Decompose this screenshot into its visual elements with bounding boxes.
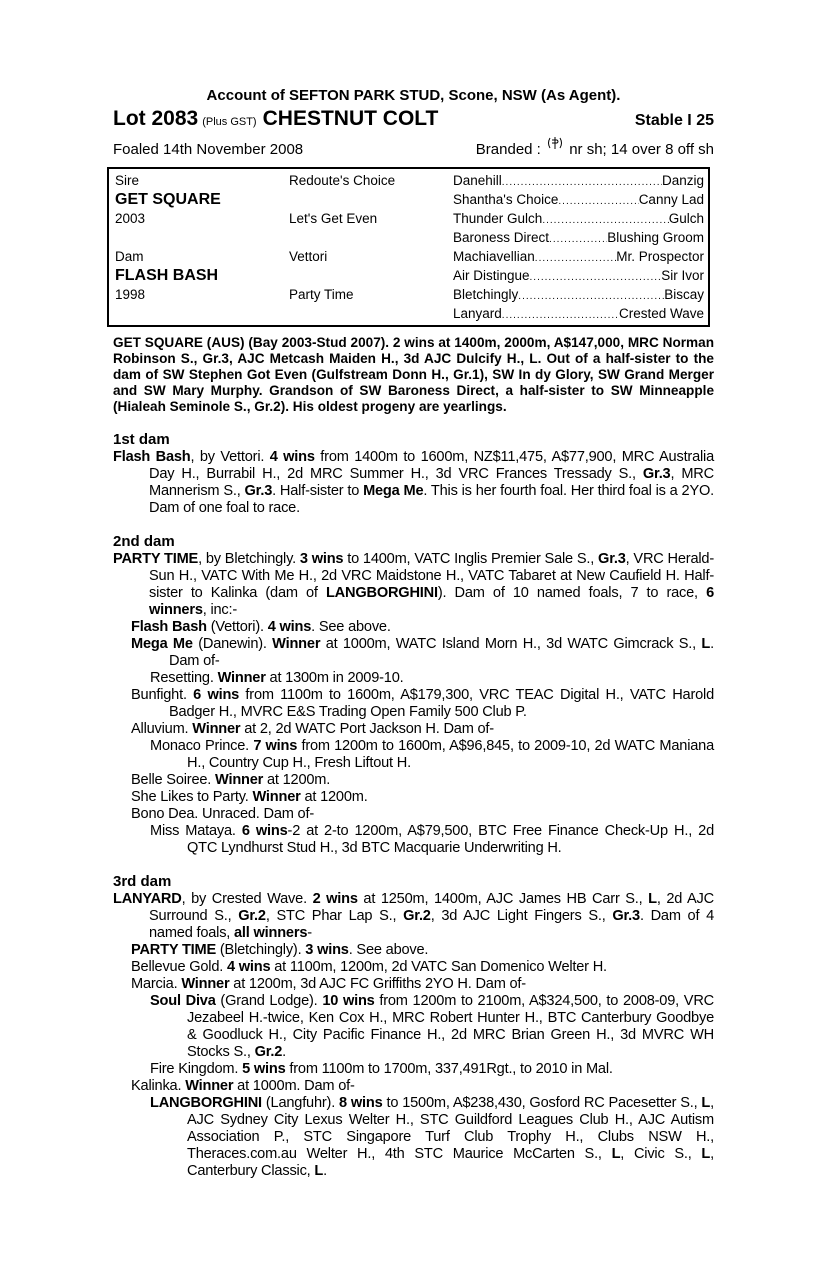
text: Resetting.: [150, 670, 218, 686]
pedigree-col3: [453, 229, 704, 247]
dot-leader: [549, 234, 607, 246]
pedigree-entry: [113, 619, 714, 636]
text: (Langfuhr).: [261, 1095, 340, 1111]
text: from 1100m to 1600m, A$179,300, VRC TEAC Digital H., VATC Harold Badger H., MVRC E&S Trading Open Family 500 Club P.: [169, 687, 714, 720]
pedigree-sire: Mr. Prospector: [616, 248, 704, 264]
text: (Bletchingly).: [216, 942, 306, 958]
pedigree-row: [113, 171, 704, 190]
text: at 1100m, 1200m, 2d VATC San Domenico Welter H.: [270, 959, 607, 975]
pedigree-horse: Air Distingue: [453, 267, 530, 283]
bold-text: 6 winners: [149, 585, 714, 618]
branded-detail: nr sh; 14 over 8 off sh: [569, 141, 714, 158]
bold-text: Gr.3: [642, 466, 671, 482]
text: .: [323, 1163, 327, 1179]
pedigree-entry: [113, 687, 714, 721]
dot-leader: [542, 215, 668, 227]
text: at 1000m, WATC Island Morn H., 3d WATC Gimcrack S.,: [320, 636, 702, 652]
bold-text: LANGBORGHINI: [325, 585, 438, 601]
pedigree-entry: [113, 1078, 714, 1095]
text: .: [282, 1044, 287, 1060]
pedigree-col3: [453, 305, 704, 323]
pedigree-entry: [113, 449, 714, 517]
pedigree-horse: Lanyard: [453, 305, 502, 321]
bold-text: Winner: [181, 976, 230, 992]
bold-text: Mega Me: [131, 636, 193, 652]
bold-text: Mega Me: [363, 483, 424, 499]
bold-text: Winner: [215, 772, 264, 788]
text: to 1400m, VATC Inglis Premier Sale S.,: [343, 551, 599, 567]
text: , 3d AJC Light Fingers S.,: [430, 908, 613, 924]
pedigree-sire: Danzig: [661, 172, 704, 188]
bold-text: PARTY TIME: [131, 942, 217, 958]
pedigree-entry: [113, 789, 714, 806]
text: . Dam of-: [169, 636, 714, 669]
text: Bellevue Gold.: [131, 959, 227, 975]
bold-text: L: [611, 1146, 621, 1162]
bold-text: all winners: [234, 925, 308, 941]
text: Monaco Prince.: [150, 738, 254, 754]
pedigree-entry: [113, 1095, 714, 1180]
pedigree-col1: 2003: [115, 210, 146, 226]
pedigree-row: [113, 190, 704, 209]
dot-leader: [530, 272, 662, 284]
text: (Vettori).: [206, 619, 268, 635]
pedigree-col1: Dam: [115, 248, 144, 264]
section-title: 1st dam: [113, 431, 170, 448]
text: -: [307, 925, 312, 941]
text: . Dam of 4 named foals,: [149, 908, 715, 941]
dam-section: [113, 431, 714, 517]
text: from 1400m to 1600m, NZ$11,475, A$77,900, MRC Australia Day H., Burrabil H., 2d MRC Summer H., 3d VRC Frances Tressady S.,: [149, 449, 715, 482]
pedigree-col2: Party Time: [289, 286, 354, 302]
dam-section: [113, 533, 714, 857]
pedigree-col1: FLASH BASH: [115, 266, 219, 284]
bold-text: LANYARD: [113, 891, 182, 907]
bold-text: 8 wins: [339, 1095, 383, 1111]
text: , by Crested Wave.: [181, 891, 313, 907]
text: at 1200m, 3d AJC FC Griffiths 2YO H. Dam of-: [229, 976, 526, 992]
text: , STC Phar Lap S.,: [265, 908, 404, 924]
bold-text: Gr.3: [244, 483, 273, 499]
bold-text: 6 wins: [193, 687, 240, 703]
dot-leader: [502, 177, 662, 189]
bold-text: L: [701, 1095, 711, 1111]
bold-text: 7 wins: [253, 738, 298, 754]
bold-text: Winner: [217, 670, 266, 686]
bold-text: L: [701, 1146, 711, 1162]
bold-text: Gr.2: [238, 908, 266, 924]
pedigree-col3: [453, 172, 704, 190]
pedigree-entry: [113, 976, 714, 993]
text: , AJC Sydney City Lexus Welter H., STC Guildford Leagues Club H., AJC Autism Association P., STC Singapore Turf Club Trophy H., Clubs NSW H., Theraces.com.au Welter H., 4th STC Maurice McCarten S.,: [187, 1095, 714, 1162]
bold-text: Winner: [252, 789, 301, 805]
bold-text: 3 wins: [305, 942, 349, 958]
bold-text: Flash Bash: [131, 619, 207, 635]
pedigree-col1: 1998: [115, 286, 146, 302]
text: at 1200m.: [263, 772, 331, 788]
text: from 1200m to 1600m, A$96,845, to 2009-10, 2d WATC Maniana H., Country Cup H., Fresh Liftout H.: [187, 738, 714, 771]
text: Belle Soiree.: [131, 772, 216, 788]
foaled-date: Foaled 14th November 2008: [113, 141, 304, 158]
catalogue-page: [113, 86, 714, 1180]
pedigree-sire: Gulch: [668, 210, 704, 226]
text: at 2, 2d WATC Port Jackson H. Dam of-: [240, 721, 494, 737]
pedigree-sire: Biscay: [664, 286, 704, 302]
pedigree-entry: [113, 636, 714, 670]
pedigree-row: [113, 247, 704, 266]
dot-leader: [535, 253, 616, 265]
text: , 2d AJC Surround S.,: [149, 891, 714, 924]
text: She Likes to Party.: [131, 789, 253, 805]
bold-text: 4 wins: [269, 449, 315, 465]
sire-summary: GET SQUARE (AUS) (Bay 2003-Stud 2007). 2 wins at 1400m, 2000m, A$147,000, MRC Norman Robinson S., Gr.3, AJC Metcash Maiden H., 3d AJC Dulcify H., L. Out of a half-sister to the dam of SW Stephen Got Even (Gulfstream Donn H., Gr.1), SW In dy Glory, SW Grand Merger and SW Mary Murphy. Grandson of SW Baroness Direct, a half-sister to SW Minneapple (Hialeah Seminole S., Gr.2). His oldest progeny are yearlings.: [113, 335, 714, 414]
pedigree-row: [113, 304, 704, 323]
pedigree-horse: Baroness Direct: [453, 229, 550, 245]
bold-text: Winner: [272, 636, 321, 652]
pedigree-entry: [113, 806, 714, 823]
pedigree-sire: Blushing Groom: [607, 229, 704, 245]
bold-text: 4 wins: [226, 959, 271, 975]
bold-text: 6 wins: [241, 823, 288, 839]
pedigree-sire: Crested Wave: [618, 305, 704, 321]
pedigree-col2: Redoute's Choice: [289, 172, 396, 188]
text: Marcia.: [131, 976, 182, 992]
bold-text: 10 wins: [322, 993, 375, 1009]
text: . Half-sister to: [272, 483, 364, 499]
pedigree-entry: [113, 670, 714, 687]
bold-text: 3 wins: [299, 551, 344, 567]
gst-note: (Plus GST): [202, 116, 257, 128]
text: , inc:-: [202, 602, 238, 618]
dam-section: [113, 873, 714, 1180]
pedigree-horse: Bletchingly: [453, 286, 519, 302]
text: (Grand Lodge).: [215, 993, 323, 1009]
dot-leader: [518, 291, 664, 303]
bold-text: L: [648, 891, 657, 907]
pedigree-horse: Thunder Gulch: [453, 210, 543, 226]
text: at 1250m, 1400m, AJC James HB Carr S.,: [357, 891, 649, 907]
branded-label: Branded :: [475, 141, 541, 158]
bold-text: PARTY TIME: [113, 551, 199, 567]
bold-text: Gr.2: [403, 908, 431, 924]
bold-text: Winner: [185, 1078, 234, 1094]
text: at 1200m.: [300, 789, 368, 805]
pedigree-entry: [113, 772, 714, 789]
bold-text: 4 wins: [267, 619, 312, 635]
pedigree-entry: [113, 551, 714, 619]
pedigree-entry: [113, 959, 714, 976]
pedigree-col3: [453, 191, 704, 209]
pedigree-entry: [113, 721, 714, 738]
stable-number: Stable I 25: [634, 112, 714, 129]
pedigree-col3: [453, 286, 704, 304]
pedigree-row: [113, 209, 704, 228]
bold-text: L: [701, 636, 711, 652]
vendor-account: Account of SEFTON PARK STUD, Scone, NSW (As Agent).: [206, 87, 621, 104]
text: -2 at 2-to 1200m, A$79,500, BTC Free Finance Check-Up H., 2d QTC Lyndhurst Stud H., 3d BTC Macquarie Underwriting H.: [187, 823, 714, 856]
section-title: 3rd dam: [113, 873, 172, 890]
text: to 1500m, A$238,430, Gosford RC Pacesetter S.,: [382, 1095, 702, 1111]
pedigree-horse: Shantha's Choice: [453, 191, 559, 207]
lot-description: CHESTNUT COLT: [262, 107, 439, 130]
bold-text: Winner: [192, 721, 241, 737]
text: , Civic S.,: [620, 1146, 702, 1162]
pedigree-entry: [113, 993, 714, 1061]
text: . This is her fourth foal. Her third foal is a 2YO. Dam of one foal to race.: [149, 483, 714, 516]
pedigree-col2: Let's Get Even: [289, 210, 378, 226]
pedigree-sire: Sir Ivor: [661, 267, 704, 283]
text: , by Bletchingly.: [198, 551, 300, 567]
bold-text: Soul Diva: [150, 993, 216, 1009]
bold-text: 5 wins: [242, 1061, 286, 1077]
section-title: 2nd dam: [113, 533, 175, 550]
pedigree-horse: Machiavellian: [453, 248, 535, 264]
pedigree-col1: GET SQUARE: [115, 190, 221, 208]
lot-number: Lot 2083: [113, 107, 199, 130]
bold-text: 2 wins: [312, 891, 358, 907]
pedigree-col3: [453, 248, 704, 266]
text: ). Dam of 10 named foals, 7 to race,: [437, 585, 707, 601]
lot-line: [113, 106, 714, 133]
text: Bunfight.: [131, 687, 194, 703]
pedigree-col3: [453, 267, 704, 285]
text: Alluvium.: [131, 721, 193, 737]
pedigree-entry: [113, 1061, 714, 1078]
text: , VRC Herald-Sun H., VATC With Me H., 2d VRC Maidstone H., VATC Tabaret at New Caufield H. Half-sister to Kalinka (dam of: [149, 551, 714, 601]
pedigree-entry: [113, 942, 714, 959]
text: Kalinka.: [131, 1078, 186, 1094]
text: from 1200m to 2100m, A$324,500, to 2008-09, VRC Jezabeel H.-twice, Ken Cox H., MRC Robert Hunter H., BTC Canterbury Goodbye & Goodluck H., City Pacific Finance H., 2d MRC Brian Green H., 3d MVRC WH Stocks S.,: [187, 993, 714, 1060]
pedigree-entry: [113, 738, 714, 772]
bold-text: Flash Bash: [113, 449, 191, 465]
text: , MRC Mannerism S.,: [149, 466, 714, 499]
text: at 1300m in 2009-10.: [265, 670, 404, 686]
pedigree-entry: [113, 823, 714, 857]
text: , by Vettori.: [190, 449, 270, 465]
pedigree-row: [113, 266, 704, 285]
dot-leader: [502, 310, 619, 322]
pedigree-row: [113, 285, 704, 304]
text: Bono Dea. Unraced. Dam of-: [131, 806, 314, 822]
bold-text: LANGBORGHINI: [150, 1095, 262, 1111]
bold-text: Gr.2: [254, 1044, 283, 1060]
text: Fire Kingdom.: [150, 1061, 243, 1077]
text: from 1100m to 1700m, 337,491Rgt., to 2010 in Mal.: [285, 1061, 613, 1077]
foaling-line: [113, 133, 714, 159]
pedigree-col3: [453, 210, 704, 228]
text: Miss Mataya.: [150, 823, 242, 839]
text: . See above.: [348, 942, 429, 958]
pedigree-col1: Sire: [115, 172, 140, 188]
dot-leader: [558, 196, 638, 208]
brand-info: [476, 135, 714, 159]
pedigree-col2: Vettori: [289, 248, 328, 264]
bold-text: Gr.3: [598, 551, 626, 567]
bold-text: L: [314, 1163, 324, 1179]
brand-mark-icon: [547, 135, 563, 151]
pedigree-table: [107, 167, 710, 327]
pedigree-horse: Danehill: [453, 172, 502, 188]
dam-sections: [113, 431, 714, 1180]
text: at 1000m. Dam of-: [233, 1078, 355, 1094]
pedigree-sire: Canny Lad: [638, 191, 704, 207]
bold-text: Gr.3: [612, 908, 640, 924]
pedigree-row: [113, 228, 704, 247]
text: . See above.: [311, 619, 391, 635]
text: (Danewin).: [192, 636, 273, 652]
text: , Canterbury Classic,: [187, 1146, 714, 1179]
pedigree-entry: [113, 891, 714, 942]
